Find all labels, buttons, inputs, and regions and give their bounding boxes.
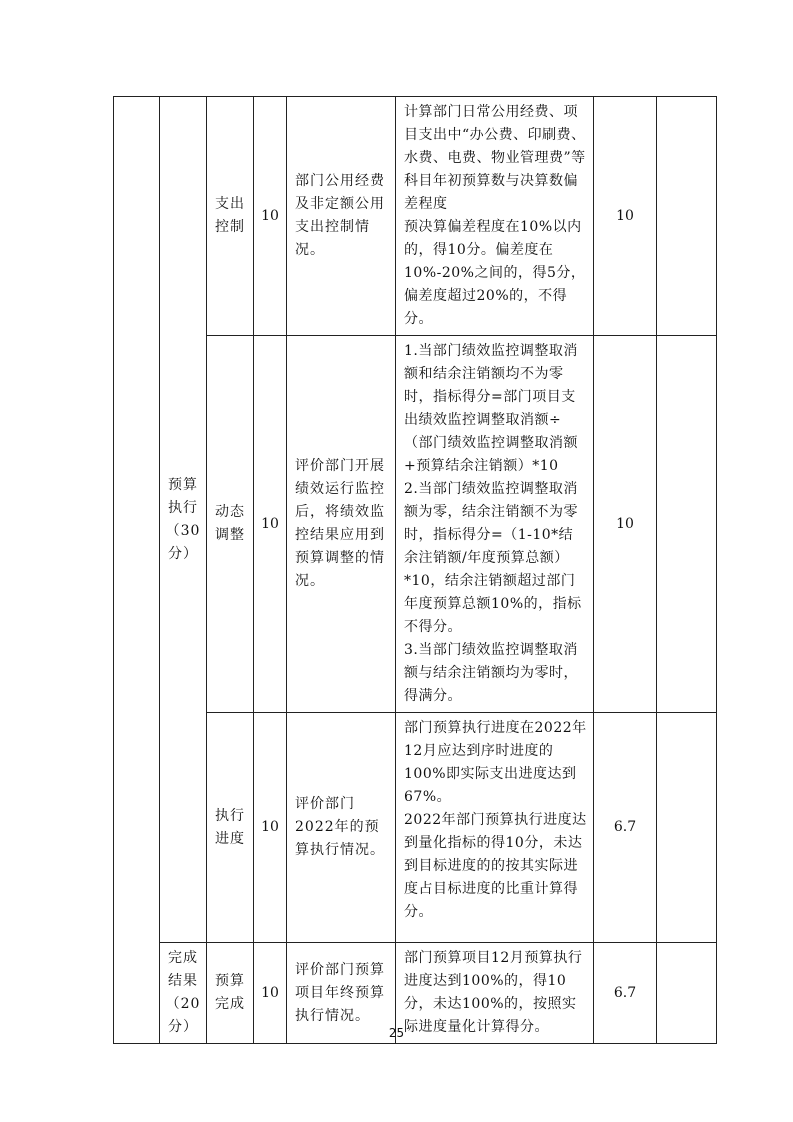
- table-row: [114, 97, 717, 336]
- indicator-name: 执行进度: [207, 713, 254, 943]
- criteria-text: 1.当部门绩效监控调整取消额和结余注销额均不为零时，指标得分=部门项目支出绩效监控调整取消额÷（部门绩效监控调整取消额+预算结余注销额）*10: [404, 343, 578, 474]
- criteria-text: 部门预算执行进度在2022年12月应达到序时进度的100%即实际支出进度达到67%。: [404, 720, 587, 805]
- indicator-description: 评价部门开展绩效运行监控后，将绩效监控结果应用到预算调整的情况。: [287, 336, 396, 713]
- note-cell: [657, 713, 717, 943]
- indicator-name: 支出控制: [207, 97, 254, 336]
- indicator-name: 预算完成: [207, 943, 254, 1044]
- indicator-name: 动态调整: [207, 336, 254, 713]
- indicator-weight: 10: [254, 713, 287, 943]
- score-value: 6.7: [594, 943, 657, 1044]
- criteria-text: 预决算偏差程度在10%以内的，得10分。偏差度在10%-20%之间的，得5分，偏差度超过20%的，不得分。: [404, 219, 586, 327]
- note-cell: [657, 97, 717, 336]
- criteria-text: 计算部门日常公用经费、项目支出中“办公费、印刷费、水费、电费、物业管理费”等科目年初预算数与决算数偏差程度: [404, 104, 586, 212]
- indicator-description: 评价部门预算项目年终预算执行情况。: [287, 943, 396, 1044]
- score-value: 6.7: [594, 713, 657, 943]
- level1-cell: [114, 97, 160, 1044]
- criteria-text: 3.当部门绩效监控调整取消额与结余注销额均为零时，得满分。: [404, 642, 578, 704]
- scoring-criteria: [396, 713, 594, 943]
- indicator-description: 部门公用经费及非定额公用支出控制情况。: [287, 97, 396, 336]
- indicator-description: 评价部门2022年的预算执行情况。: [287, 713, 396, 943]
- criteria-text: 2.当部门绩效监控调整取消额为零，结余注销额不为零时，指标得分=（1-10*结余注销额/年度预算总额）*10，结余注销额超过部门年度预算总额10%的，指标不得分。: [404, 481, 582, 635]
- scoring-criteria: [396, 97, 594, 336]
- group-label-budget-execution: 预算执行（30分）: [160, 97, 207, 943]
- indicator-weight: 10: [254, 943, 287, 1044]
- indicator-weight: 10: [254, 97, 287, 336]
- scoring-criteria: [396, 336, 594, 713]
- group-label-completion-result: 完成结果（20分）: [160, 943, 207, 1044]
- criteria-text: 部门预算项目12月预算执行进度达到100%的，得10分，未达100%的，按照实际进度量化计算得分。: [404, 950, 583, 1035]
- criteria-text: 2022年部门预算执行进度达到量化指标的得10分，未达到目标进度的的按其实际进度占目标进度的比重计算得分。: [404, 812, 587, 920]
- evaluation-table: [113, 96, 717, 1044]
- note-cell: [657, 336, 717, 713]
- indicator-weight: 10: [254, 336, 287, 713]
- score-value: 10: [594, 97, 657, 336]
- score-value: 10: [594, 336, 657, 713]
- page-number: 25: [388, 1026, 405, 1040]
